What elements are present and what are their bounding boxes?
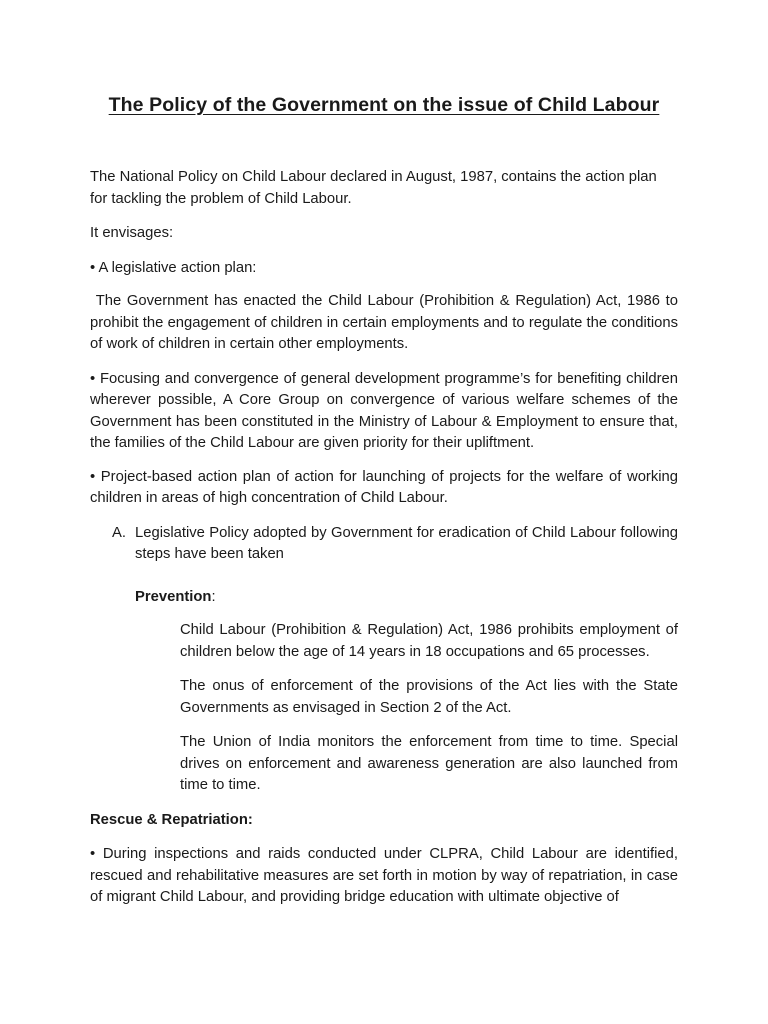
prevention-heading <box>135 587 678 609</box>
intro-paragraph: The National Policy on Child Labour declared in August, 1987, contains the action plan for tackling the problem of Child Labour. <box>90 169 657 207</box>
list-marker-a: A. <box>112 524 126 541</box>
rescue-bullet: • During inspections and raids conducted under CLPRA, Child Labour are identified, rescued and rehabilitative measures are set forth in motion by way of repatriation, in case of migrant Child Labour, and providing bridge education with ultimate objective of <box>90 846 678 905</box>
document-body <box>90 167 683 909</box>
govt-enacted-paragraph: The Government has enacted the Child Labour (Prohibition & Regulation) Act, 1986 to prohibit the engagement of children in certain employments and to regulate the conditions of work of children in certain other employments. <box>90 293 683 352</box>
list-item-a <box>112 523 678 566</box>
document-title: The Policy of the Government on the issue of Child Labour <box>108 94 660 116</box>
envisages-line: It envisages: <box>90 225 174 241</box>
legislative-bullet: • A legislative action plan: <box>90 259 257 276</box>
focusing-bullet: • Focusing and convergence of general development programme’s for benefiting children wherever possible, A Core Group on convergence of various welfare schemes of the Government has been constituted in the Ministry of Labour & Employment to ensure that, the families of the Child Labour are given priority for their upliftment. <box>90 370 678 451</box>
project-bullet: • Project-based action plan of action for launching of projects for the welfare of working children in areas of high concentration of Child Labour. <box>90 468 678 506</box>
prevention-paragraph: Child Labour (Prohibition & Regulation) Act, 1986 prohibits employment of children below the age of 14 years in 18 occupations and 65 processes. <box>180 622 678 660</box>
prevention-block <box>180 620 678 797</box>
prevention-heading-colon: : <box>211 588 216 605</box>
rescue-heading: Rescue & Repatriation: <box>90 811 253 828</box>
prevention-paragraph: The onus of enforcement of the provisions of the Act lies with the State Governments as envisaged in Section 2 of the Act. <box>180 678 678 716</box>
prevention-heading-text: Prevention <box>135 588 212 605</box>
prevention-paragraph: The Union of India monitors the enforcement from time to time. Special drives on enforcement and awareness generation are also launched from time to time. <box>180 734 678 793</box>
list-item-a-text: Legislative Policy adopted by Government for eradication of Child Labour following steps have been taken <box>135 524 678 562</box>
